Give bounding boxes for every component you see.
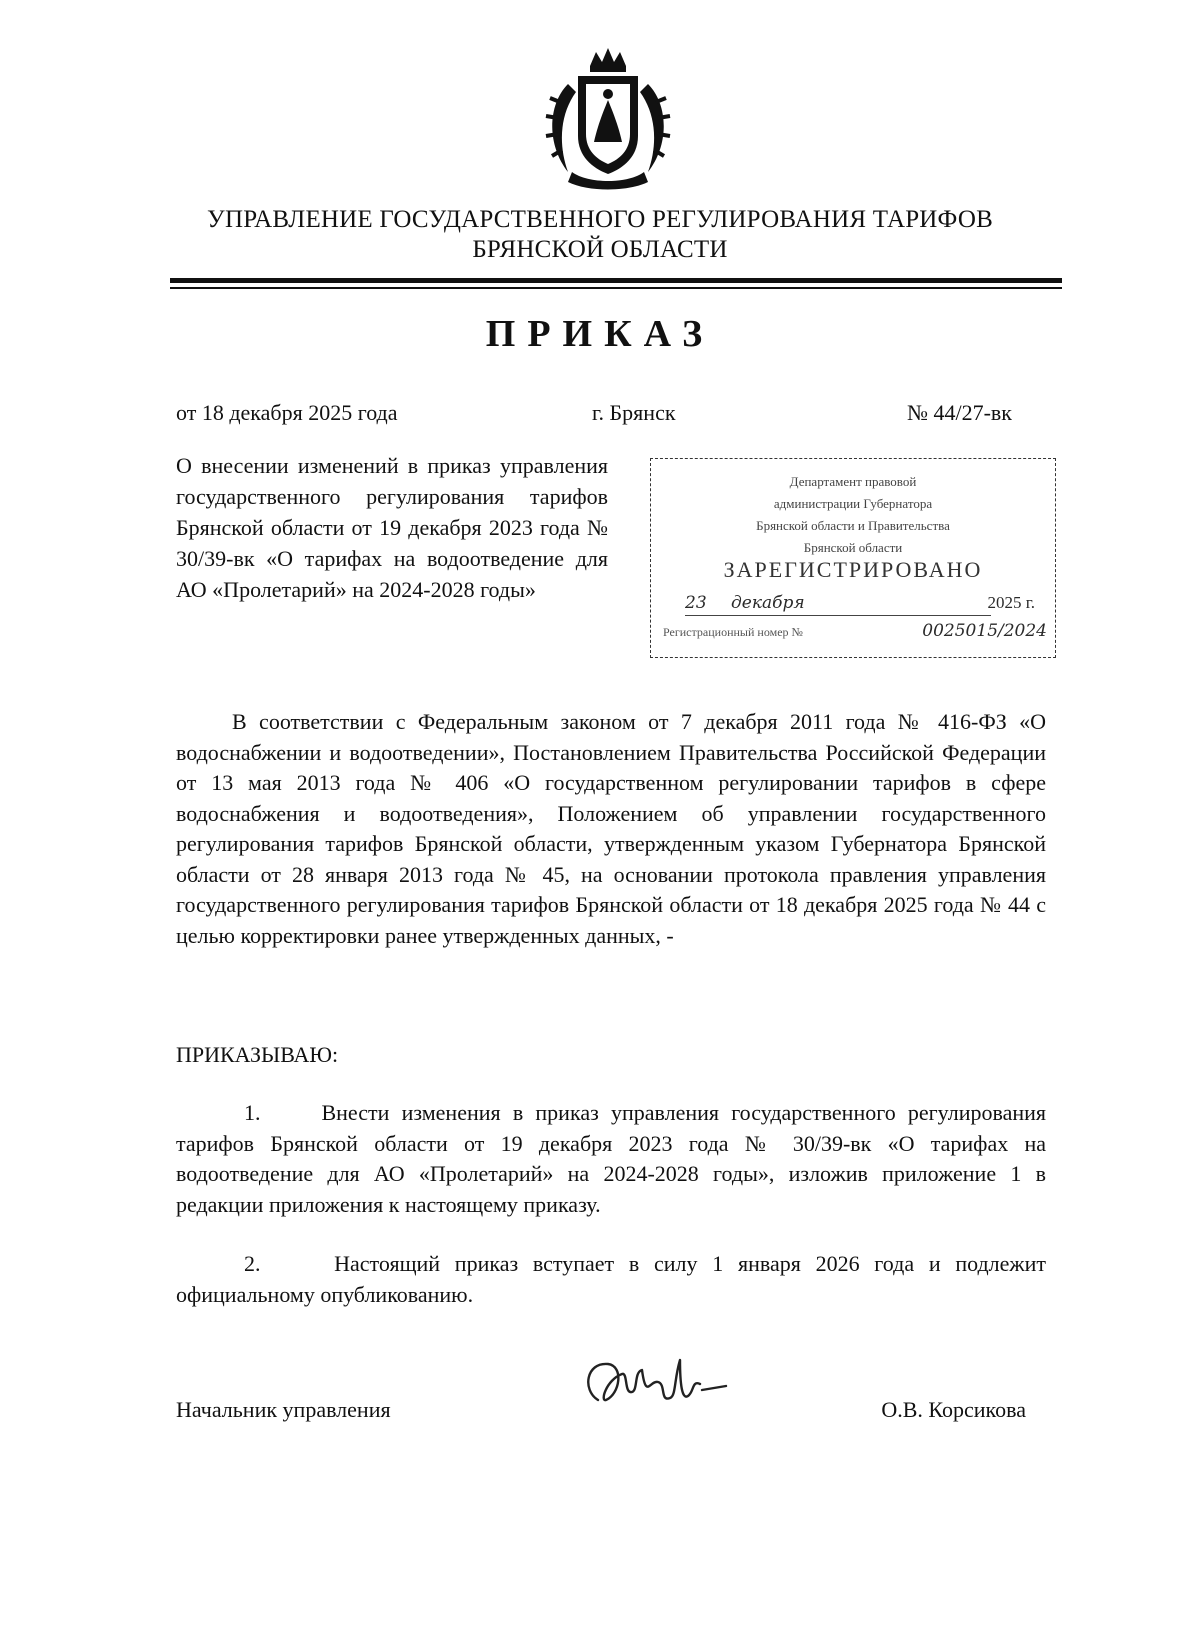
signatory-name: О.В. Корсикова xyxy=(881,1397,1026,1422)
issuing-authority xyxy=(150,205,1050,265)
stamp-line-2: администрации Губернатора xyxy=(773,496,933,511)
handwritten-signature xyxy=(576,1350,736,1420)
order-item-1: 1. Внести изменения в приказ управления государственного регулирования тарифов Брянской области от 19 декабря 2023 года № 30/39-вк «О тарифах на водоотведение для АО «Пролетарий» на 2024-2028 годы», изложив приложение 1 в редакции приложения к настоящему приказу. xyxy=(176,1100,1052,1217)
stamp-line-4: Брянской области xyxy=(803,540,903,555)
legal-basis-paragraph: В соответствии с Федеральным законом от 7 декабря 2011 года № 416-ФЗ «О водоснабжении и водоотведении», Постановлением Правительства Российской Федерации от 13 мая 2013 года № 406 «О государственном регулировании тарифов в сфере водоснабжения и водоотведения», Положением об управлении государственного регулирования тарифов Брянской области, утвержденным указом Губернатора Брянской области от 28 января 2013 года № 45, на основании протокола правления управления государственного регулирования тарифов Брянской области от 18 декабря 2025 года № 44 с целью корректировки ранее утвержденных данных, - xyxy=(176,709,1046,948)
header-rule-thick xyxy=(170,278,1062,283)
coat-of-arms-icon xyxy=(538,44,678,194)
order-word: ПРИКАЗЫВАЮ: xyxy=(176,1042,339,1067)
document-subject: О внесении изменений в приказ управления государственного регулирования тарифов Брянской области от 19 декабря 2023 года № 30/39-вк «О тарифах на водоотведение для АО «Пролетарий» на 2024-2028 годы» xyxy=(176,453,608,602)
order-item-2: 2. Настоящий приказ вступает в силу 1 января 2026 года и подлежит официальному опубликованию. xyxy=(176,1251,1052,1307)
stamp-date-underline xyxy=(685,615,991,616)
stamp-line-1: Департамент правовой xyxy=(789,474,917,489)
header-rule-thin xyxy=(170,287,1062,289)
authority-line-2: БРЯНСКОЙ ОБЛАСТИ xyxy=(472,236,728,263)
stamp-line-3: Брянской области и Правительства xyxy=(756,518,950,533)
stamp-month: декабря xyxy=(731,593,805,613)
authority-line-1: УПРАВЛЕНИЕ ГОСУДАРСТВЕННОГО РЕГУЛИРОВАНИЯ ТАРИФОВ xyxy=(207,206,993,233)
registration-stamp xyxy=(650,458,1056,658)
document-date: от 18 декабря 2025 года xyxy=(176,400,398,425)
stamp-reg-number: 0025015/2024 xyxy=(922,621,1047,641)
signatory-position: Начальник управления xyxy=(176,1397,391,1422)
stamp-title: ЗАРЕГИСТРИРОВАНО xyxy=(723,557,983,582)
stamp-day: 23 xyxy=(685,593,707,613)
stamp-year: 2025 г. xyxy=(987,593,1035,612)
stamp-date xyxy=(665,593,1041,619)
stamp-reg-label: Регистрационный номер № xyxy=(663,625,803,639)
document-number: № 44/27-вк xyxy=(906,400,1012,425)
document-city: г. Брянск xyxy=(592,400,676,425)
document-type: ПРИКАЗ xyxy=(485,313,715,355)
